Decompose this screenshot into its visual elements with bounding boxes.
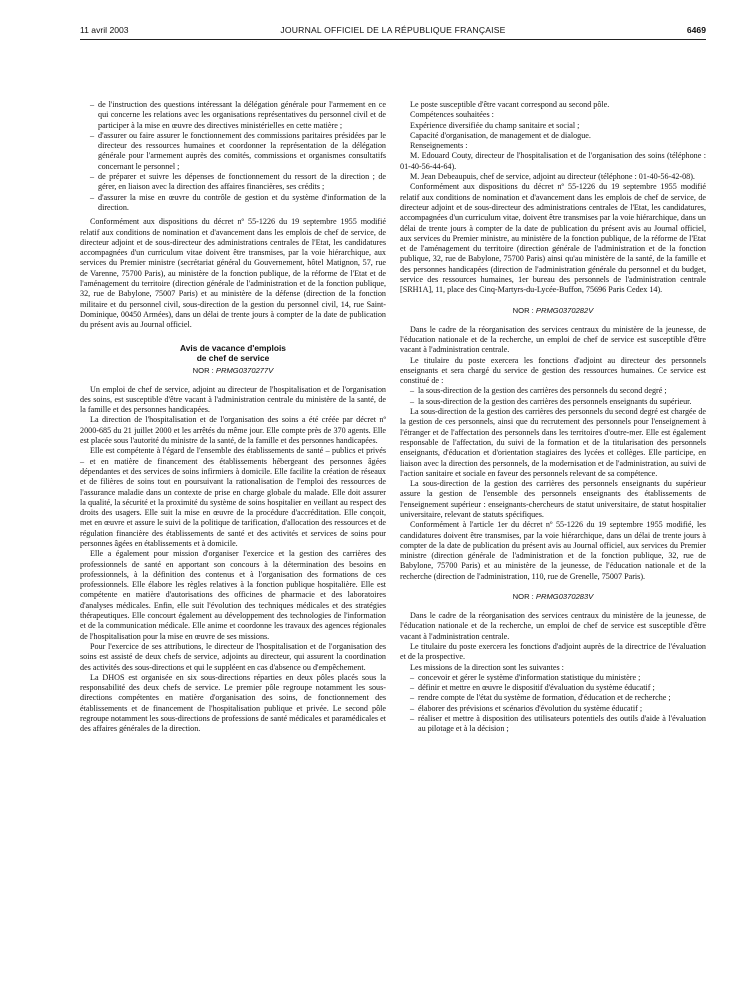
paragraph: Conformément aux dispositions du décret nº 55-1226 du 19 septembre 1955 modifié relatif aux conditions de nomination et d'avancement dans les emplois de chef de service, de directeur adjoint et de sous-directeur des administrations centrales de l'Etat, les candidatures, accompagnées d'un curriculum vitae, doivent être transmises par la voie hiérarchique, dans un délai de trente jours à compter de la date de publication du présent avis au Journal officiel, aux services du Premier ministre, au ministère de la fonction publique, de la réforme de l'Etat et de l'aménagement du territoire (direction générale de l'administration et de la fonction publique, 32, rue de Babylone, 75700 Paris) ainsi qu'au ministère de la santé, de la famille et des personnes handicapées (direction de l'administration générale du personnel et du budget, service des ressources humaines, 1er bureau des personnels de l'administration centrale [SRH1A], 11, place des Cinq-Martyrs-du-Lycée-Buffon, 75696 Paris Cedex 14). — [400, 182, 706, 295]
paragraph: Un emploi de chef de service, adjoint au directeur de l'hospitalisation et de l'organisation des soins, est susceptible d'être vacant à l'administration centrale du ministère de la santé, de la famille et des personnes handicapées. — [80, 384, 386, 415]
paragraph: Compétences souhaitées : — [410, 110, 494, 120]
section-title — [80, 343, 386, 363]
list-item: – réaliser et mettre à disposition des utilisateurs potentiels des outils d'aide à l'évaluation au pilotage et à la décision ; — [410, 714, 706, 735]
list-item: – de l'instruction des questions intéressant la délégation générale pour l'armement en ce qui concerne les relations avec les organisations représentatives du personnel civil et de participer à la mise en œuvre des directives ministérielles en cette matière ; — [90, 100, 386, 131]
paragraph: Dans le cadre de la réorganisation des services centraux du ministère de la jeunesse, de l'éducation nationale et de la recherche, un emploi de chef de service est susceptible d'être vacant à l'administration centrale. — [400, 611, 706, 641]
list-item: – la sous-direction de la gestion des carrières des personnels du second degré ; — [410, 386, 706, 396]
paragraph: Les missions de la direction sont les suivantes : — [410, 662, 564, 672]
list-item: – la sous-direction de la gestion des carrières des personnels enseignants du supérieur. — [410, 397, 706, 407]
nor-reference — [400, 306, 706, 315]
section-title-line-1: Avis de vacance d'emplois — [180, 342, 286, 353]
nor-code: PRMG0370283V — [535, 592, 594, 602]
header-page-number: 6469 — [686, 25, 706, 35]
paragraph: Elle a également pour mission d'organiser l'exercice et la gestion des carrières des professionnels de santé en apportant son concours à la détermination des besoins en professionnels, à la définition des contenus et à l'organisation des formations de ces professionnels. Elle élabore les règles relatives à la fonction publique hospitalière. Elle est compétente en matière d'autorisations des officines de pharmacie et des laboratoires d'analyses médicales. Enfin, elle suit l'évolution des techniques médicales et des stratégies thérapeutiques. Elle concourt également au développement des technologies de l'information et de la communication médicale. Elle anime et coordonne les travaux des agences régionales de l'hospitalisation pour la mise en œuvre de ses missions. — [80, 549, 386, 641]
nor-label: NOR : — [192, 365, 214, 375]
paragraph: Renseignements : — [410, 141, 468, 151]
list-item: – concevoir et gérer le système d'information statistique du ministère ; — [410, 673, 706, 683]
paragraph: M. Edouard Couty, directeur de l'hospitalisation et de l'organisation des soins (téléphone : 01-40-56-44-64). — [400, 151, 706, 171]
paragraph: Conformément à l'article 1er du décret nº 55-1226 du 19 septembre 1955 modifié, les candidatures doivent être transmises, par la voie hiérarchique, dans un délai de trente jours à compter de la date de publication du présent avis au Journal officiel, aux services du Premier ministre (direction générale de l'administration et de la fonction publique, 32, rue de Babylone, 75700 Paris) et au ministère de la jeunesse, de l'éducation nationale et de la recherche (direction de l'administration, 110, rue de Grenelle, 75007 Paris). — [400, 520, 706, 581]
paragraph: Expérience diversifiée du champ sanitaire et social ; — [410, 120, 580, 130]
left-column — [80, 100, 386, 735]
header-journal-title: JOURNAL OFFICIEL DE LA RÉPUBLIQUE FRANÇAISE — [280, 25, 506, 35]
nor-label: NOR : — [512, 592, 534, 602]
paragraph: La direction de l'hospitalisation et de l'organisation des soins a été créée par décret nº 2000-685 du 21 juillet 2000 et les arrêtés du même jour. Elle compte près de 370 agents. Elle est placée sous l'autorité du ministre de la santé, de la famille et des personnes handicapées. — [80, 415, 386, 446]
paragraph: Dans le cadre de la réorganisation des services centraux du ministère de la jeunesse, de l'éducation nationale et de la recherche, un emploi de chef de service est susceptible d'être vacant à l'administration centrale. — [400, 324, 706, 355]
paragraph: Conformément aux dispositions du décret nº 55-1226 du 19 septembre 1955 modifié relatif aux conditions de nomination et d'avancement dans les emplois de chef de service, de directeur adjoint et de sous-directeur des administrations centrales de l'Etat, les candidatures accompagnées d'un curriculum vitae doivent être transmises, par la voie hiérarchique, aux services du Premier ministre (secrétariat général du Gouvernement, hôtel Matignon, 57, rue de Varenne, 75700 Paris), au ministère de la fonction publique, de la réforme de l'Etat et de l'aménagement du territoire (direction générale de l'administration et de la fonction publique, 32, rue de Babylone, 75007 Paris) et au ministère de la défense (direction de la fonction militaire et du personnel civil, sous-direction de la gestion du personnel civil, 14, rue Saint-Dominique, 00450 Armées), dans un délai de trente jours à compter de la date de publication du présent avis au Journal officiel. — [80, 217, 386, 330]
bullet-list-services — [400, 386, 706, 407]
paragraph: Le titulaire du poste exercera les fonctions d'adjoint auprès de la directrice de l'évaluation et de la prospective. — [400, 641, 706, 662]
paragraph: La sous-direction de la gestion des carrières des personnels du second degré est chargée de la gestion de ces personnels, ainsi que du recrutement des personnels pour l'enseignement à l'étranger et de l'affectation des personnels dans les territoires d'outre-mer. Elle est également responsable de l'affectation, du suivi de la formation et de la titularisation des personnels enseignants, d'éducation et d'orientation stagiaires des lycées et collèges. Elle participe, en liaison avec la direction des personnels, de la modernisation et de l'administration, au suivi de l'action sanitaire et sociale en faveur des personnels relevant de sa compétence. — [400, 407, 706, 478]
paragraph: Le titulaire du poste exercera les fonctions d'adjoint au directeur des personnels enseignants et sera chargé du service de gestion des ressources humaines. Ce service est constitué de : — [400, 355, 706, 386]
list-item: – d'assurer la mise en œuvre du contrôle de gestion et du système d'information de la direction. — [90, 193, 386, 214]
paragraph: M. Jean Debeaupuis, chef de service, adjoint au directeur (téléphone : 01-40-56-42-08). — [410, 172, 695, 182]
nor-code: PRMG0370277V — [215, 365, 274, 375]
section-title-line-2: de chef de service — [196, 352, 270, 363]
nor-reference — [400, 592, 706, 601]
paragraph: La DHOS est organisée en six sous-directions réparties en deux pôles placés sous la responsabilité des deux chefs de service. Le premier pôle regroupe notamment les sous-directions compétentes en matière d'organisation des soins, de fonctionnement des établissements et de financement de l'hospitalisation publique et privée. Le second pôle regroupe notamment les sous-directions de professions de santé médicales et paramédicales et des affaires générales de la direction. — [80, 672, 386, 734]
list-item: – élaborer des prévisions et scénarios d'évolution du système éducatif ; — [410, 704, 706, 714]
list-item: – définir et mettre en œuvre le dispositif d'évaluation du système éducatif ; — [410, 683, 706, 693]
paragraph: Elle est compétente à l'égard de l'ensemble des établissements de santé – publics et privés – et en matière de financement des établissements hébergeant des personnes âgées dépendantes et des services de soins infirmiers à domicile. Elle facilite la création de réseaux et de filières de soins tout en poursuivant la rationalisation de l'emploi des ressources de l'assurance maladie dans un contexte de prise en charge globale du malade. Elle doit assurer la qualité, la sécurité et la proximité du système de soins hospitalier en veillant au respect des droits des usagers. Elle suit la mise en œuvre de la procédure d'accréditation. Elle conçoit, met en œuvre et assure le suivi de la politique de tarification, d'allocation des ressources et de régulation financière des établissements de santé et des activités et services de soins pour personnes âgées en établissements et à domicile. — [80, 446, 386, 548]
list-item: – rendre compte de l'état du système de formation, d'éducation et de recherche ; — [410, 693, 706, 703]
page-header — [80, 25, 706, 40]
list-item: – de préparer et suivre les dépenses de fonctionnement du ressort de la direction ; de gérer, en liaison avec la direction des affaires financières, ses crédits ; — [90, 172, 386, 193]
nor-reference — [80, 366, 386, 375]
header-date: 11 avril 2003 — [80, 25, 129, 35]
right-column — [400, 100, 706, 735]
paragraph: Le poste susceptible d'être vacant correspond au second pôle. — [410, 100, 610, 109]
nor-label: NOR : — [512, 305, 534, 315]
bullet-list-missions — [400, 673, 706, 735]
paragraph: Capacité d'organisation, de management et de dialogue. — [410, 130, 591, 140]
paragraph: Pour l'exercice de ses attributions, le directeur de l'hospitalisation et de l'organisation des soins est assisté de deux chefs de service, adjoints au directeur, qui assurent la coordination des activités des sous-directions et qui le suppléent en cas d'absence ou d'empêchement. — [80, 641, 386, 672]
paragraph: La sous-direction de la gestion des carrières des personnels enseignants du supérieur assure la gestion de l'ensemble des personnels enseignants des établissements de l'enseignement supérieur : enseignants-chercheurs de statut universitaire, de statut hospitalier universitaire, relevant de statuts spécifiques. — [400, 479, 706, 519]
nor-code: PRMG0370282V — [535, 305, 594, 315]
list-item: – d'assurer ou faire assurer le fonctionnement des commissions paritaires présidées par le directeur des ressources humaines et coordonner la représentation de la délégation générale pour l'armement auprès des comités, commissions et organismes consultatifs concernant le personnel ; — [90, 131, 386, 172]
bullet-list-dga — [80, 100, 386, 213]
